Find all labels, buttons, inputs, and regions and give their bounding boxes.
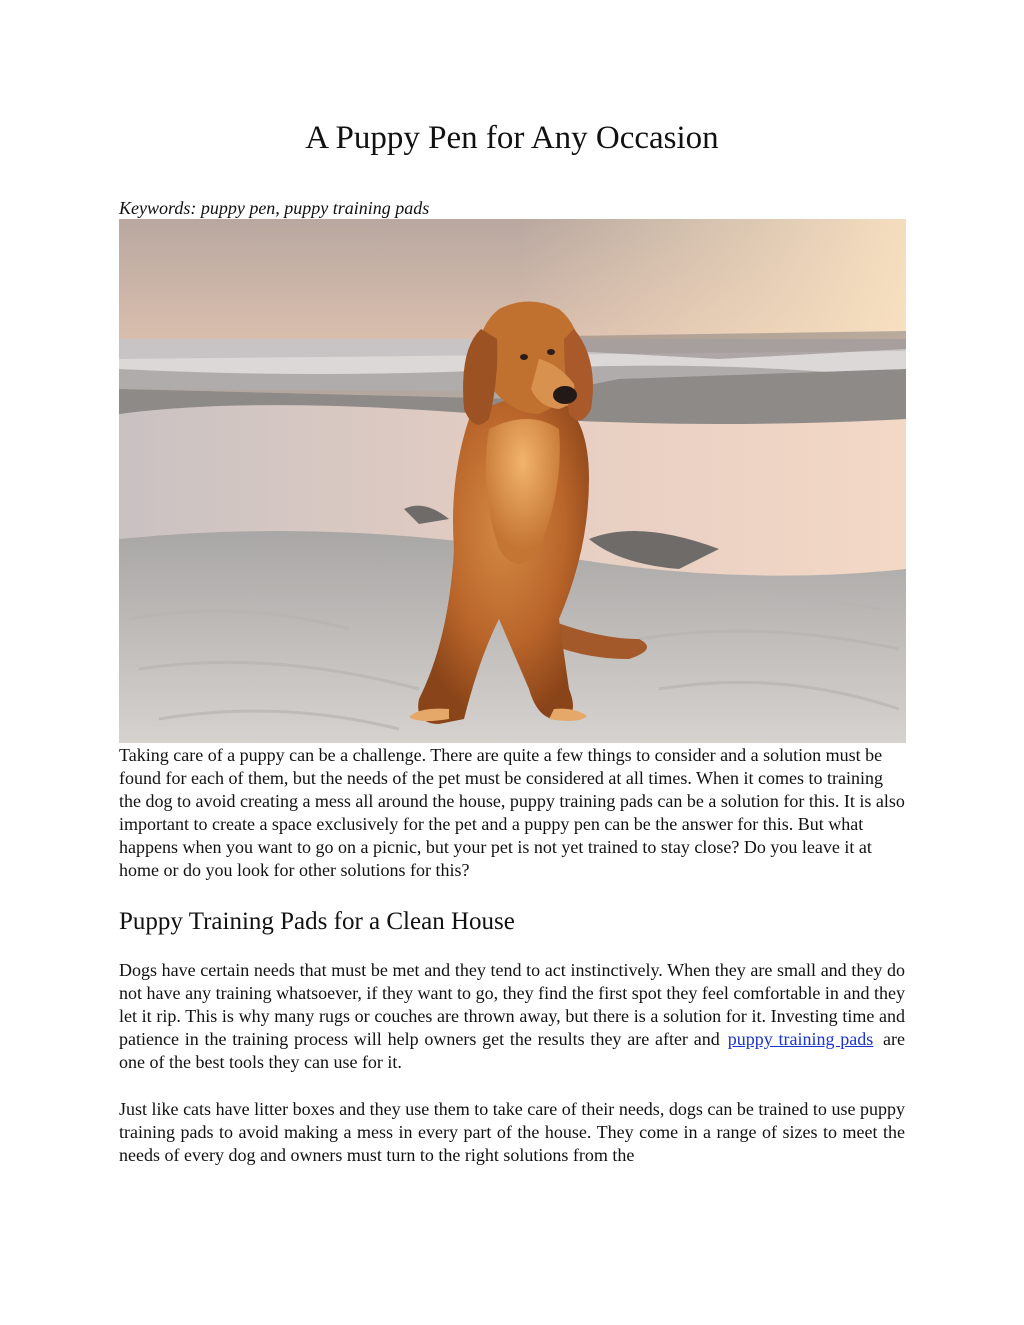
intro-paragraph: Taking care of a puppy can be a challenge. There are quite a few things to consider and a solution must be found for each of them, but the needs of the pet must be considered at all times. When it comes to training the dog to avoid creating a mess all around the house, puppy training pads can be a solution for this. It is also important to create a space exclusively for the pet and a puppy pen can be the answer for this. But what happens when you want to go on a picnic, but your pet is not yet trained to stay close? Do you leave it at home or do you look for other solutions for this? bbox=[119, 745, 905, 880]
paragraph-text: Dogs have certain needs that must be met and they tend to act instinctively. When they are small and they do not have any training whatsoever, if they want to go, they find the first spot they feel comfortable in and they let it rip. This is why many rugs or couches are thrown away, but there is a solution for it. Investing time and patience in the training process will help owners get the results they are after and bbox=[119, 960, 905, 1049]
document-title: A Puppy Pen for Any Occasion bbox=[305, 120, 719, 156]
puppy-training-pads-link[interactable]: puppy training pads bbox=[727, 1029, 874, 1049]
paragraph-text-continued: are one of the best tools they can use for it. bbox=[119, 1029, 906, 1072]
keywords-line: Keywords: puppy pen, puppy training pads bbox=[119, 198, 430, 218]
training-pads-paragraph bbox=[119, 959, 905, 1074]
litter-box-paragraph: Just like cats have litter boxes and they use them to take care of their needs, dogs can be trained to use puppy training pads to avoid making a mess in every part of the house. They come in a range of sizes to meet the needs of every dog and owners must turn to the right solutions from the bbox=[119, 1099, 905, 1165]
section-heading: Puppy Training Pads for a Clean House bbox=[119, 908, 515, 935]
dog-on-beach-photo bbox=[119, 219, 906, 743]
